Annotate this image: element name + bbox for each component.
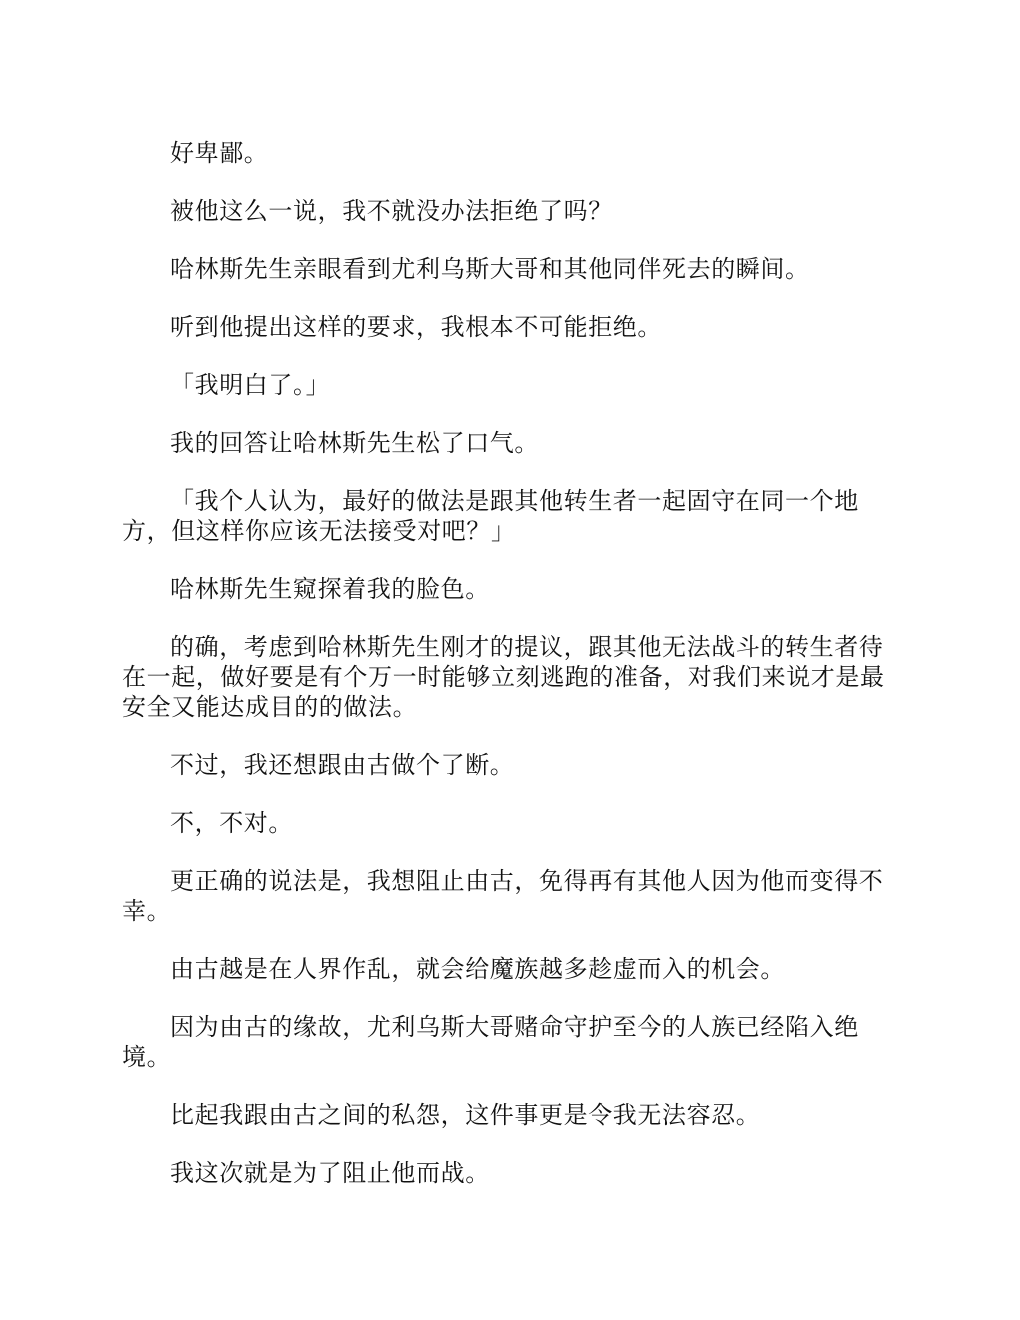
paragraph: 听到他提出这样的要求，我根本不可能拒绝。 [170,313,662,341]
body-text [122,138,900,1216]
paragraph: 「我明白了。」 [170,371,331,399]
paragraph: 我的回答让哈林斯先生松了口气。 [170,429,539,457]
paragraph: 由古越是在人界作乱，就会给魔族越多趁虚而入的机会。 [170,955,785,983]
paragraph: 哈林斯先生亲眼看到尤利乌斯大哥和其他同伴死去的瞬间。 [170,255,810,283]
paragraph: 不过，我还想跟由古做个了断。 [170,751,515,779]
paragraph: 被他这么一说，我不就没办法拒绝了吗？ [170,197,613,225]
paragraph: 好卑鄙。 [170,139,269,167]
paragraph: 「我个人认为，最好的做法是跟其他转生者一起固守在同一个地方，但这样你应该无法接受对吧？」 [122,487,859,545]
paragraph: 的确，考虑到哈林斯先生刚才的提议，跟其他无法战斗的转生者待在一起，做好要是有个万一时能够立刻逃跑的准备，对我们来说才是最安全又能达成目的的做法。 [122,633,885,721]
paragraph: 哈林斯先生窥探着我的脸色。 [170,575,490,603]
paragraph: 我这次就是为了阻止他而战。 [170,1159,490,1187]
paragraph: 不，不对。 [170,809,293,837]
paragraph: 因为由古的缘故，尤利乌斯大哥赌命守护至今的人族已经陷入绝境。 [122,1013,859,1071]
paragraph: 更正确的说法是，我想阻止由古，免得再有其他人因为他而变得不幸。 [122,867,884,925]
paragraph: 比起我跟由古之间的私怨，这件事更是令我无法容忍。 [170,1101,761,1129]
